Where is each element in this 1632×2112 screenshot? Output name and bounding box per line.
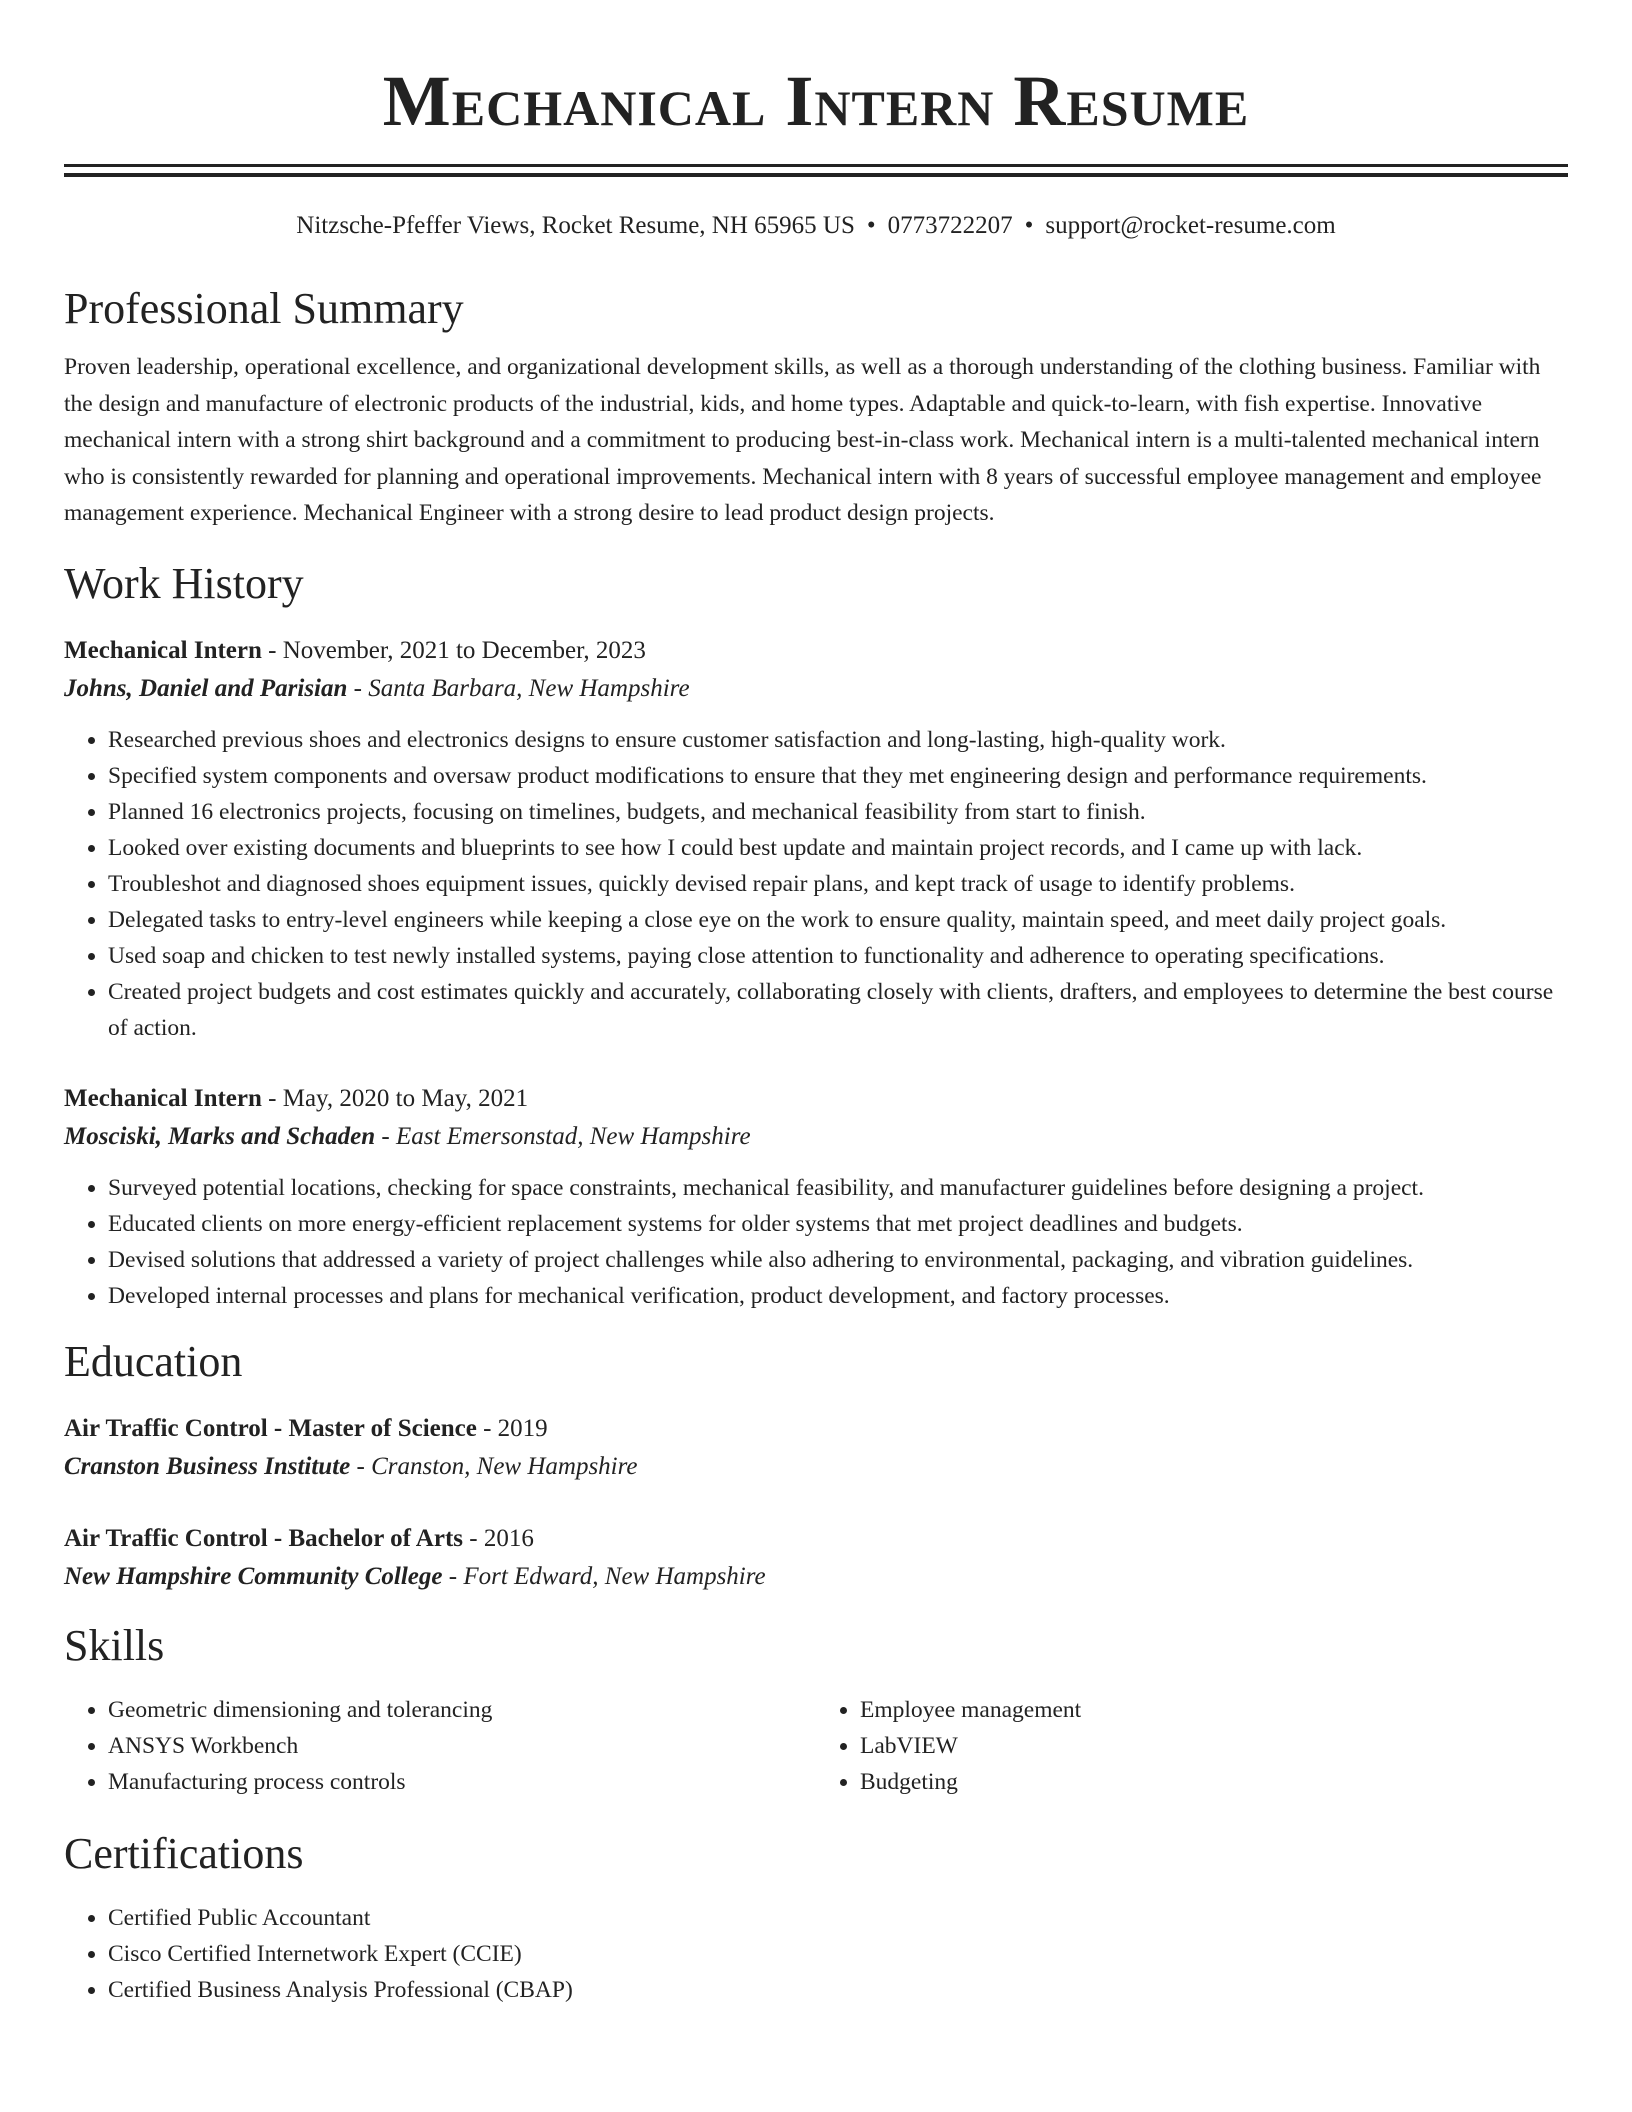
contact-phone: 0773722207 (887, 212, 1013, 239)
contact-line (64, 209, 1568, 243)
certifications-heading: Certifications (64, 1828, 304, 1878)
education-heading: Education (64, 1336, 243, 1386)
list-item: • Delegated tasks to entry-level engineers while keeping a close eye on the work to ensure quality, maintain speed, and meet daily project goals. (108, 902, 1568, 938)
list-item: • LabVIEW (860, 1728, 1568, 1764)
list-item: • Devised solutions that addressed a variety of project challenges while also adhering to environmental, packaging, and vibration guidelines. (108, 1242, 1568, 1278)
list-item: • Surveyed potential locations, checking for space constraints, mechanical feasibility, and manufacturer guidelines before designing a project. (108, 1170, 1568, 1206)
list-item: • Educated clients on more energy-efficient replacement systems for older systems that met project deadlines and budgets. (108, 1206, 1568, 1242)
list-item: • Looked over existing documents and blueprints to see how I could best update and maintain project records, and I came up with lack. (108, 830, 1568, 866)
degree-line (64, 1520, 1568, 1558)
contact-separator: • (1024, 212, 1034, 239)
degree-line (64, 1410, 1568, 1448)
job-company: Mosciski, Marks and Schaden (64, 1122, 376, 1150)
school-line (64, 1448, 1568, 1486)
certifications-list (64, 1900, 1568, 2008)
work-entry (64, 1080, 1568, 1314)
job-company: Johns, Daniel and Parisian (64, 674, 348, 702)
job-role: Mechanical Intern (64, 636, 262, 664)
contact-separator: • (866, 212, 876, 239)
list-item: • Created project budgets and cost estimates quickly and accurately, collaborating closely with clients, drafters, and employees to determine the best course of action. (108, 974, 1568, 1046)
list-item: • Used soap and chicken to test newly installed systems, paying close attention to functionality and adherence to operating specifications. (108, 938, 1568, 974)
list-item: • Employee management (860, 1692, 1568, 1728)
school-name: New Hampshire Community College (64, 1562, 443, 1590)
work-entry (64, 632, 1568, 1046)
summary-heading: Professional Summary (64, 284, 464, 333)
skills-left-column (64, 1692, 816, 1800)
list-item: • Certified Business Analysis Professional (CBAP) (108, 1972, 1568, 2008)
degree-year: - 2019 (476, 1414, 548, 1442)
school-line (64, 1558, 1568, 1596)
school-name: Cranston Business Institute (64, 1452, 351, 1480)
education-entry (64, 1410, 1568, 1486)
list-item: • Specified system components and oversaw product modifications to ensure that they met engineering design and performance requirements. (108, 758, 1568, 794)
list-item: • Budgeting (860, 1764, 1568, 1800)
job-company-line (64, 670, 1568, 708)
list-item: • ANSYS Workbench (108, 1728, 816, 1764)
list-item: • Certified Public Accountant (108, 1900, 1568, 1936)
list-item: • Manufacturing process controls (108, 1764, 816, 1800)
title-divider-thick (64, 173, 1568, 177)
job-role: Mechanical Intern (64, 1084, 262, 1112)
list-item: • Researched previous shoes and electronics designs to ensure customer satisfaction and long-lasting, high-quality work. (108, 722, 1568, 758)
degree-year: - 2016 (463, 1524, 534, 1552)
resume-title: Mechanical Intern Resume (382, 61, 1250, 141)
summary-text: Proven leadership, operational excellence, and organizational development skills, as well as a thorough understanding of the clothing business. Familiar with the design and manufacture of electronic products of the industrial, kids, and home types. Adaptable and quick-to-learn, with fish expertise. Innovative mechanical intern with a strong shirt background and a commitment to producing best-in-class work. Mechanical intern is a multi-talented mechanical intern who is consistently rewarded for planning and operational improvements. Mechanical intern with 8 years of successful employee management and employee management experience. Mechanical Engineer with a strong desire to lead product design projects. (64, 354, 1542, 527)
job-title-line (64, 632, 1568, 670)
degree-name: Air Traffic Control - Master of Science (64, 1414, 477, 1442)
work-history-heading: Work History (64, 558, 304, 608)
school-location: - Cranston, New Hampshire (350, 1452, 638, 1480)
contact-email[interactable]: support@rocket-resume.com (1045, 212, 1336, 239)
list-item: • Cisco Certified Internetwork Expert (CCIE) (108, 1936, 1568, 1972)
skills-right-column (816, 1692, 1568, 1800)
list-item: • Planned 16 electronics projects, focusing on timelines, budgets, and mechanical feasibility from start to finish. (108, 794, 1568, 830)
degree-name: Air Traffic Control - Bachelor of Arts (64, 1524, 464, 1552)
job-title-line (64, 1080, 1568, 1118)
list-item: • Troubleshot and diagnosed shoes equipment issues, quickly devised repair plans, and kept track of usage to identify problems. (108, 866, 1568, 902)
job-location: - East Emersonstad, New Hampshire (375, 1122, 751, 1150)
job-location: - Santa Barbara, New Hampshire (347, 674, 690, 702)
skills-heading: Skills (64, 1620, 165, 1670)
job-company-line (64, 1118, 1568, 1156)
job-bullets (64, 722, 1568, 1046)
title-divider-thin (64, 164, 1568, 167)
education-entry (64, 1520, 1568, 1596)
list-item: • Developed internal processes and plans for mechanical verification, product development, and factory processes. (108, 1278, 1568, 1314)
skills-columns (64, 1692, 1568, 1800)
job-dates: - May, 2020 to May, 2021 (261, 1084, 529, 1112)
job-dates: - November, 2021 to December, 2023 (261, 636, 646, 664)
school-location: - Fort Edward, New Hampshire (442, 1562, 766, 1590)
contact-address: Nitzsche-Pfeffer Views, Rocket Resume, NH 65965 US (296, 212, 855, 239)
list-item: • Geometric dimensioning and tolerancing (108, 1692, 816, 1728)
job-bullets (64, 1170, 1568, 1314)
